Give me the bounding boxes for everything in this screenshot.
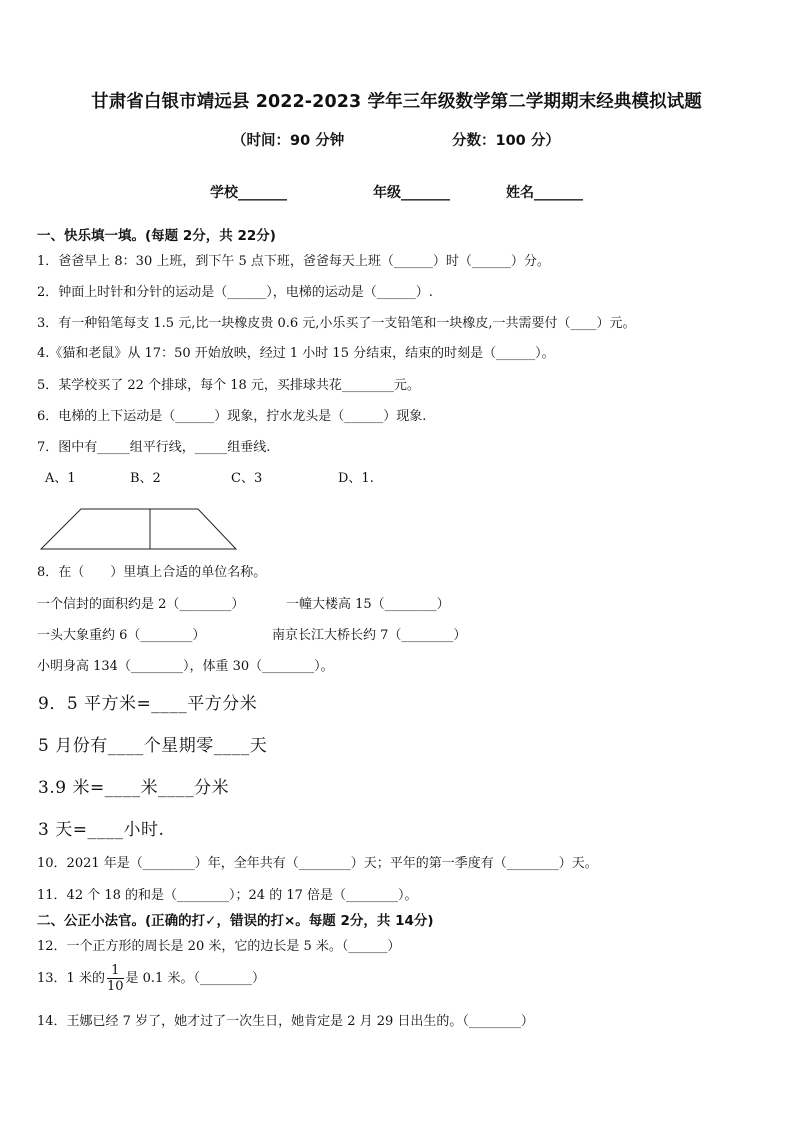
option-a: A、1: [45, 471, 76, 486]
exam-score: 分数：100 分）: [452, 133, 560, 149]
question-8: 8．在（ ）里填上合适的单位名称。: [37, 565, 267, 580]
question-12: 12．一个正方形的周长是 20 米，它的边长是 5 米。（______）: [37, 939, 401, 954]
fraction-denominator: 10: [106, 979, 124, 994]
question-6: 6．电梯的上下运动是（______）现象，拧水龙头是（______）现象.: [37, 409, 427, 424]
question-9c: 3.9 米=____米____分米: [38, 778, 230, 798]
trapezoid-figure: [38, 505, 242, 553]
question-13-prefix: 13．1 米的: [37, 971, 105, 986]
question-9b: 5 月份有____个星期零____天: [38, 736, 268, 756]
question-3: 3．有一种铅笔每支 1.5 元,比一块橡皮贵 0.6 元,小乐买了一支铅笔和一块橡皮,一共需要付（____）元。: [37, 316, 636, 331]
school-field: 学校_______: [210, 185, 287, 201]
question-11: 11．42 个 18 的和是（________）；24 的 17 倍是（________）。: [37, 888, 418, 903]
question-7: 7．图中有_____组平行线，_____组垂线.: [37, 440, 271, 455]
question-13: [37, 963, 265, 994]
question-8c: 一头大象重约 6（________）: [37, 628, 206, 643]
name-field: 姓名_______: [506, 185, 583, 201]
fraction-one-tenth: [107, 963, 124, 994]
grade-field: 年级_______: [373, 185, 450, 201]
question-9a: 9．5 平方米=____平方分米: [38, 694, 258, 714]
section-1-heading: 一、快乐填一填。(每题 2分，共 22分): [37, 228, 276, 244]
question-13-suffix: 是 0.1 米。（________）: [125, 971, 265, 986]
question-4: 4.《猫和老鼠》从 17：50 开始放映，经过 1 小时 15 分结束，结束的时刻是（______）。: [37, 346, 555, 361]
question-8d: 南京长江大桥长约 7（________）: [272, 628, 467, 643]
question-8b: 一幢大楼高 15（________）: [286, 597, 450, 612]
section-2-heading: 二、公正小法官。(正确的打✓，错误的打×。每题 2分，共 14分): [37, 913, 434, 929]
question-8e: 小明身高 134（________），体重 30（________）。: [37, 659, 334, 674]
question-14: 14．王娜已经 7 岁了，她才过了一次生日，她肯定是 2 月 29 日出生的。（________）: [37, 1014, 534, 1029]
question-10: 10．2021 年是（________）年，全年共有（________）天；平年的第一季度有（________）天。: [37, 856, 598, 871]
question-5: 5．某学校买了 22 个排球，每个 18 元，买排球共花________元。: [37, 378, 420, 393]
option-b: B、2: [130, 471, 161, 486]
exam-time: （时间：90 分钟: [232, 133, 345, 149]
fraction-numerator: 1: [107, 963, 124, 979]
question-2: 2．钟面上时针和分针的运动是（______），电梯的运动是（______）.: [37, 285, 433, 300]
option-c: C、3: [231, 471, 263, 486]
question-9d: 3 天=____小时.: [38, 820, 165, 840]
option-d: D、1.: [338, 471, 374, 486]
exam-title: 甘肃省白银市靖远县 2022-2023 学年三年级数学第二学期期末经典模拟试题: [91, 92, 702, 112]
question-1: 1．爸爸早上 8：30 上班，到下午 5 点下班，爸爸每天上班（______）时（______）分。: [37, 254, 550, 269]
question-8a: 一个信封的面积约是 2（________）: [37, 597, 245, 612]
